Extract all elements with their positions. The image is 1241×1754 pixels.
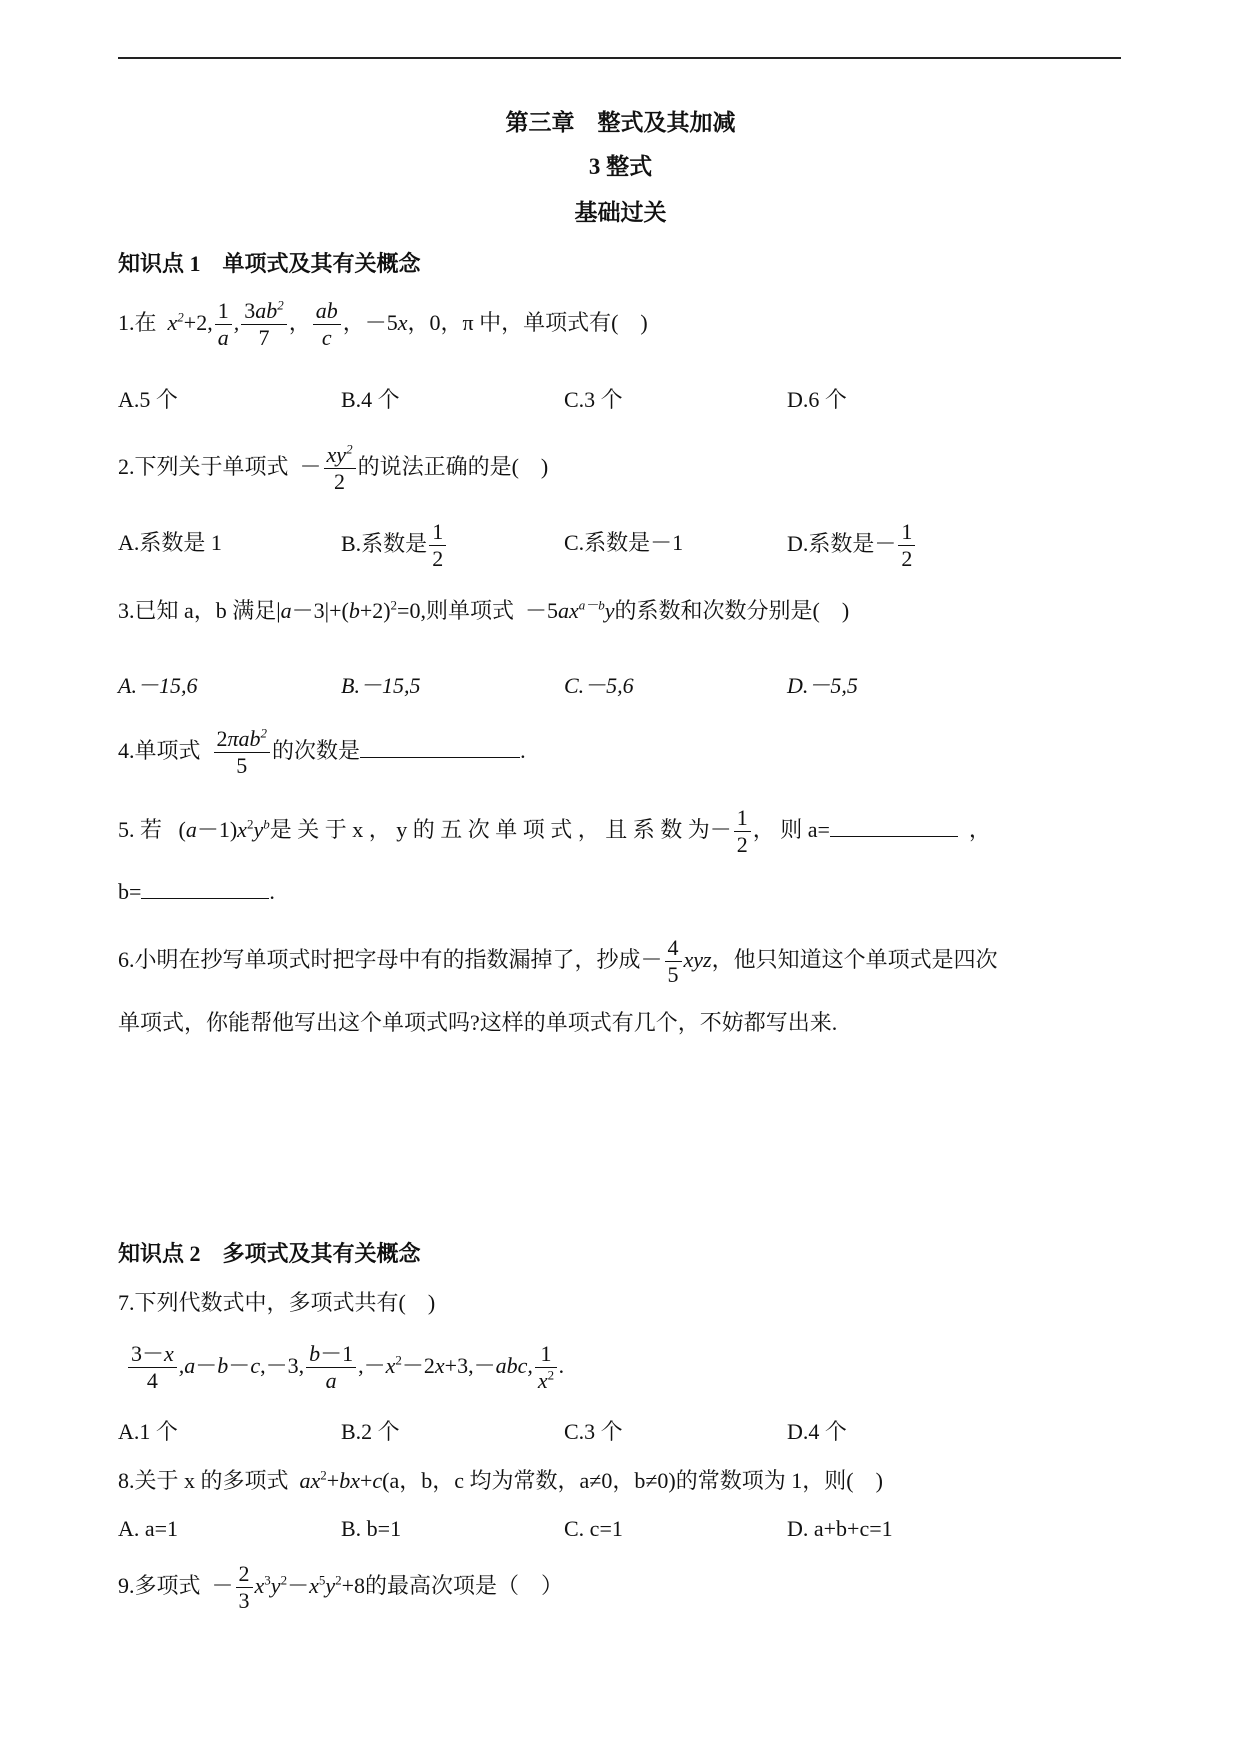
q5-line2: b= . <box>118 876 275 907</box>
q1-suffix: 中，单项式有( ) <box>479 310 648 335</box>
q3-option-a: A.－15,6 <box>118 673 198 698</box>
question-7: 7.下列代数式中，多项式共有( ) <box>118 1290 436 1315</box>
q8-option-c: C. c=1 <box>564 1516 623 1541</box>
q8-option-b: B. b=1 <box>341 1516 402 1541</box>
q3-option-c: C.－5,6 <box>564 673 634 698</box>
q9-polynomial: － $\frac{2}{3}$ $x^3y^2-x^5y^2+8$ <box>211 1561 366 1614</box>
q2-prefix: 2.下列关于单项式 <box>118 454 289 479</box>
question-9: 9.多项式 － $\frac{2}{3}$ $x^3y^2-x^5y^2+8$的最高次项是（ ） <box>118 1561 564 1614</box>
q1-option-a: A.5 个 <box>118 387 178 412</box>
q4-prefix: 4.单项式 <box>118 738 201 763</box>
q4-monomial: $\frac{2\pi ab^2}{5}$ <box>206 738 272 763</box>
q1-prefix: 1.在 <box>118 310 157 335</box>
q5-mid: 是 关 于 x ， y 的 五 次 单 项 式 ， 且 系 数 为 <box>269 817 710 842</box>
q8-polynomial: $ax^2+bx+c$ <box>294 1467 383 1493</box>
question-1 <box>118 293 648 353</box>
q3-option-b: B.－15,5 <box>341 673 421 698</box>
q1-option-c: C.3 个 <box>564 387 623 412</box>
q3-option-d: D.－5,5 <box>787 673 858 698</box>
q5-a-blank[interactable] <box>830 814 958 837</box>
q3-mid: 则单项式 <box>425 598 514 623</box>
question-8: 8.关于 x 的多项式 $ax^2+bx+c(a$，b，c 均为常数，a≠0，b≠0)的常数项为 1，则( ) <box>118 1467 883 1493</box>
knowledge-point-1: 知识点 1 单项式及其有关概念 <box>118 251 421 276</box>
knowledge-point-2: 知识点 2 多项式及其有关概念 <box>118 1241 421 1266</box>
section-title: 3 整式 <box>588 154 653 179</box>
q4-suffix: 的次数是 <box>272 738 361 763</box>
q7-option-d: D.4 个 <box>787 1419 847 1444</box>
q7-expressions: $\frac{3-x}{4}$ ,a－b－c,－3, $\frac{b-1}{a}$ $,-x^2-2x+3,-abc$, $\frac{1}{x^2}$ . <box>126 1336 565 1396</box>
q5-monomial: $(a-1)x^2y^b$ <box>178 816 270 842</box>
q1-option-b: B.4 个 <box>341 387 400 412</box>
chapter-title: 第三章 整式及其加减 <box>505 110 736 135</box>
q2-option-b: B.系数是 $\frac{1}{2}$ <box>341 514 448 574</box>
q2-suffix: 的说法正确的是( ) <box>357 454 549 479</box>
subsection-title: 基础过关 <box>574 200 667 225</box>
q3-condition: $|a-3|+(b+2)^2=0$, <box>276 597 426 623</box>
header-rule <box>118 57 1121 59</box>
q3-monomial: $-5ax^{a-b}y$ <box>524 597 615 623</box>
q3-suffix: 的系数和次数分别是( ) <box>614 598 850 623</box>
question-6-line1: 6.小明在抄写单项式时把字母中有的指数漏掉了，抄成－ $\frac{4}{5}$ xyz，他只知道这个单项式是四次 <box>118 935 998 988</box>
q1-expressions: $x^2+2$, $\frac{1}{a}$ , $\frac{3ab^2}{7}$ ， $\frac{ab}{c}$ ，－5x，0，π <box>162 298 474 351</box>
q7-option-a: A.1 个 <box>118 1419 178 1444</box>
q8-option-d: D. a+b+c=1 <box>787 1516 893 1541</box>
question-2 <box>118 437 548 497</box>
q6-monomial: － $\frac{4}{5}$ xyz <box>640 935 712 988</box>
q2-option-d: D.系数是－ $\frac{1}{2}$ <box>787 514 917 574</box>
q8-option-a: A. a=1 <box>118 1516 179 1541</box>
q7-option-b: B.2 个 <box>341 1419 400 1444</box>
question-5: 5. 若 $(a-1)x^2y^b$是 关 于 x ， y 的 五 次 单 项 式 ， 且 系 数 为－ $\frac{1}{2}$ ， 则 a= ， <box>118 805 991 858</box>
q2-option-c: C.系数是－1 <box>564 530 684 555</box>
q3-prefix: 3.已知 a，b 满足 <box>118 598 277 623</box>
q5-b-blank[interactable] <box>141 876 269 899</box>
question-3 <box>118 596 849 626</box>
q1-option-d: D.6 个 <box>787 387 847 412</box>
q5-mid2: ， 则 a= <box>752 817 830 842</box>
q2-monomial: － $\frac{xy^2}{2}$ <box>294 454 358 479</box>
q4-answer-blank[interactable] <box>360 735 520 758</box>
question-4: 4.单项式 $\frac{2\pi ab^2}{5}$ 的次数是 . <box>118 726 526 779</box>
q7-option-c: C.3 个 <box>564 1419 623 1444</box>
q5-prefix: 5. 若 <box>118 817 163 842</box>
question-6-line2: 单项式，你能帮他写出这个单项式吗?这样的单项式有几个，不妨都写出来. <box>118 1010 838 1035</box>
q2-option-a: A.系数是 1 <box>118 530 222 555</box>
